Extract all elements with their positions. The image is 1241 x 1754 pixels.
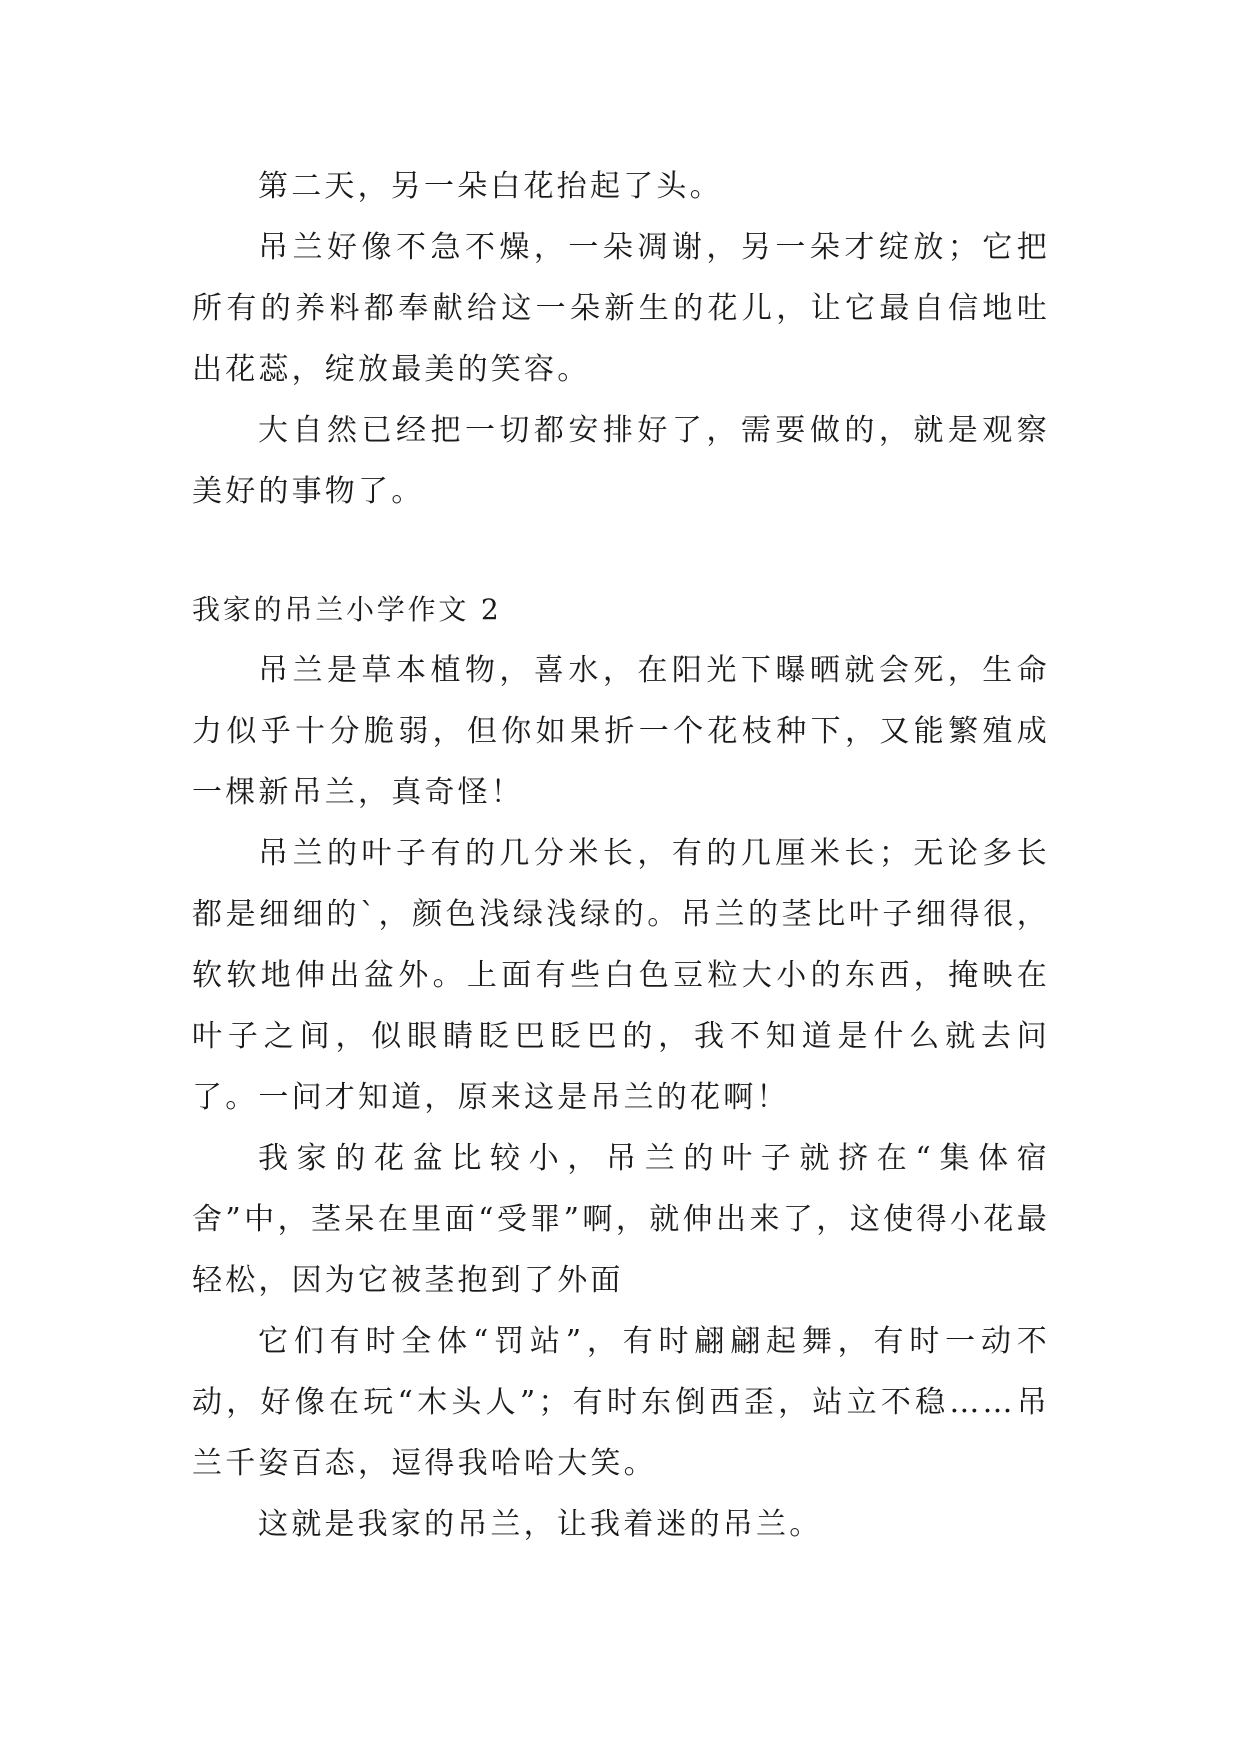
section-title: 我家的吊兰小学作文 2 <box>192 593 502 626</box>
paragraph-blooming: 吊兰好像不急不燥，一朵凋谢，另一朵才绽放；它把所有的养料都奉献给这一朵新生的花儿，让它最自信地吐出花蕊，绽放最美的笑容。 <box>192 230 1050 387</box>
paragraph-postures: 它们有时全体“罚站”，有时翩翩起舞，有时一动不动，好像在玩“木头人”；有时东倒西歪，站立不稳……吊兰千姿百态，逗得我哈哈大笑。 <box>192 1324 1050 1481</box>
document-page <box>192 156 1050 1555</box>
paragraph-flower-pot: 我家的花盆比较小，吊兰的叶子就挤在“集体宿舍”中，茎呆在里面“受罪”啊，就伸出来了，这使得小花最轻松，因为它被茎抱到了外面 <box>192 1141 1050 1298</box>
paragraph-leaves-and-flowers: 吊兰的叶子有的几分米长，有的几厘米长；无论多长都是细细的`，颜色浅绿浅绿的。吊兰的茎比叶子细得很，软软地伸出盆外。上面有些白色豆粒大小的东西，掩映在叶子之间，似眼睛眨巴眨巴的，我不知道是什么就去问了。一问才知道，原来这是吊兰的花啊！ <box>192 836 1050 1115</box>
paragraph-nature: 大自然已经把一切都安排好了，需要做的，就是观察美好的事物了。 <box>192 413 1050 509</box>
paragraph-second-day: 第二天，另一朵白花抬起了头。 <box>258 169 723 204</box>
paragraph-herbaceous-plant: 吊兰是草本植物，喜水，在阳光下曝晒就会死，生命力似乎十分脆弱，但你如果折一个花枝种下，又能繁殖成一棵新吊兰，真奇怪！ <box>192 653 1050 810</box>
paragraph-conclusion: 这就是我家的吊兰，让我着迷的吊兰。 <box>258 1507 823 1542</box>
